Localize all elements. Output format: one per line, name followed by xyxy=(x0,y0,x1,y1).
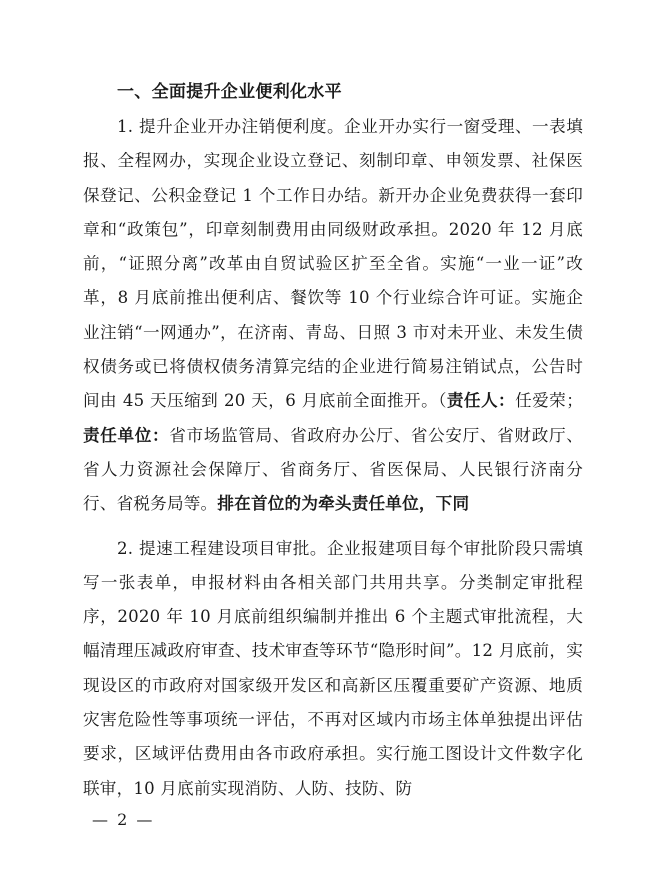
paragraph-1-text: 1. 提升企业开办注销便利度。企业开办实行一窗受理、一表填报、全程网办，实现企业设立登记、刻制印章、申领发票、社保医保登记、公积金登记 1 个工作日办结。新开办企业免费获得一套印章和“政策包”，印章刻制费用由同级财政承担。2020 年 12 月底前，“证照分离”改革由自贸试验区扩至全省。实施“一业一证”改革，8 月底前推出便利店、餐饮等 10 个行业综合许可证。实施企业注销“一网通办”，在济南、青岛、日照 3 市对未开业、未发生债权债务或已将债权债务清算完结的企业进行简易注销试点，公告时间由 45 天压缩到 20 天，6 月底前全面推开。（ xyxy=(83,117,583,411)
responsible-unit-label: 责任单位： xyxy=(83,425,170,445)
responsible-person: 任爱荣； xyxy=(515,391,583,411)
paragraph-2: 2. 提速工程建设项目审批。企业报建项目每个审批阶段只需填写一张表单，申报材料由各相关部门共用共享。分类制定审批程序，2020 年 10 月底前组织编制并推出 6 个主题式审批流程，大幅清理压减政府审查、技术审查等环节“隐形时间”。12 月底前，实现设区的市政府对国家级开发区和高新区压覆重要矿产资源、地质灾害危险性等事项统一评估，不再对区域内市场主体单独提出评估要求，区域评估费用由各市政府承担。实行施工图设计文件数字化联审，10 月底前实现消防、人防、技防、防 xyxy=(83,538,583,798)
section-heading: 一、全面提升企业便利化水平 xyxy=(117,82,342,102)
responsible-person-label: 责任人： xyxy=(446,391,516,411)
responsible-units: 省市场监管局、省政府办公厅、省公安厅、省财政厅、省人力资源社会保障厅、省商务厅、省医保局、人民银行济南分行、省税务局等。 xyxy=(83,425,583,514)
page-number: — 2 — xyxy=(92,810,155,829)
document-body xyxy=(83,78,583,806)
paragraph-1 xyxy=(83,110,583,522)
lead-unit-note: 排在首位的为牵头责任单位，下同 xyxy=(217,494,470,514)
